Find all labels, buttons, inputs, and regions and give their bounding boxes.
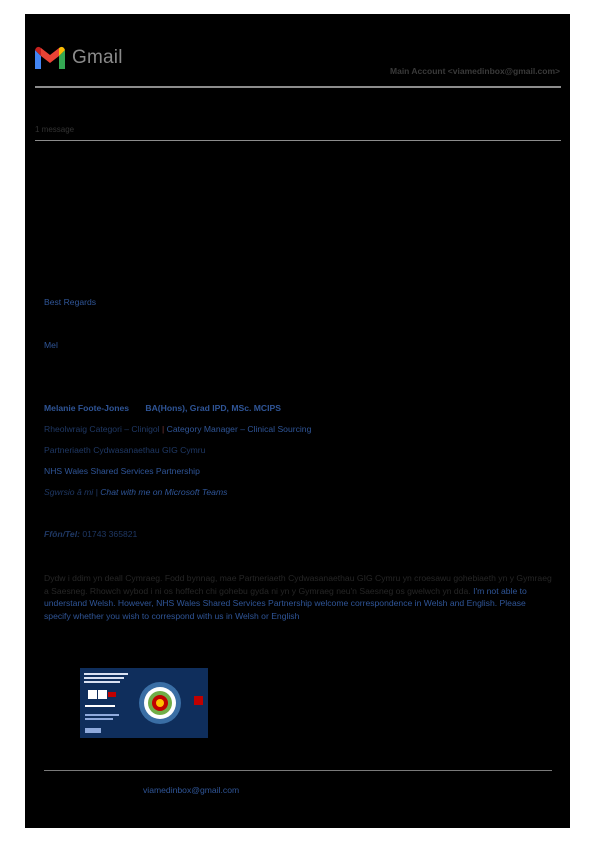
- phone-label: Ffôn/Tel:: [44, 529, 80, 539]
- teams-chat-link[interactable]: Chat with me on Microsoft Teams: [100, 487, 228, 497]
- gmail-wordmark: Gmail: [72, 47, 123, 68]
- phone-number[interactable]: 01743 365821: [79, 529, 138, 539]
- teams-separator: |: [93, 487, 101, 497]
- header-divider: [35, 86, 561, 88]
- english-notice: I'm not able to understand Welsh. However, NHS Wales Shared Services Partnership welcome correspondence in Welsh and English. Please specify whether you wish to correspond with us in Welsh or English: [44, 585, 527, 621]
- welsh-notice: Dydw i ddim yn deall Cymraeg. Fodd bynnag, mae Partneriaeth Cydwasanaethau GIG Cymru yn croesawu gohebiaeth yn y Gymraeg a Saesneg. Rhowch wybod i ni os hoffech chi gohebu gyda ni yn y Gymraeg neu'n Saesneg os gwelwch yn dda.: [44, 573, 552, 596]
- role-separator: |: [159, 424, 167, 434]
- signature-banner-image: [80, 668, 208, 738]
- org-english: NHS Wales Shared Services Partnership: [44, 466, 200, 476]
- sender-short-name: Mel: [44, 340, 58, 350]
- gmail-logo: [33, 44, 123, 72]
- teams-line: [44, 487, 227, 497]
- banner-graphic: [80, 668, 208, 738]
- signature-role: [44, 424, 311, 434]
- org-welsh: Partneriaeth Cydwasanaethau GIG Cymru: [44, 445, 206, 455]
- message-count: 1 message: [35, 125, 75, 134]
- gmail-m-icon: [33, 45, 67, 71]
- role-welsh: Rheolwraig Categori – Clinigol: [44, 424, 160, 434]
- signature-credentials: BA(Hons), Grad IPD, MSc. MCIPS: [145, 403, 281, 413]
- language-notice: [44, 572, 554, 622]
- footer-email[interactable]: viamedinbox@gmail.com: [143, 785, 240, 795]
- account-label: Main Account <viamedinbox@gmail.com>: [390, 66, 560, 76]
- footer-divider: [44, 770, 552, 771]
- signature-name-line: [44, 403, 281, 413]
- teams-prefix: Sgwrsio â mi: [44, 487, 94, 497]
- thread-divider: [35, 140, 561, 141]
- role-english: Category Manager – Clinical Sourcing: [166, 424, 312, 434]
- greeting-text: Best Regards: [44, 297, 97, 307]
- email-print-page: [25, 14, 570, 828]
- signature-name: Melanie Foote-Jones: [44, 403, 129, 413]
- phone-line: [44, 529, 137, 539]
